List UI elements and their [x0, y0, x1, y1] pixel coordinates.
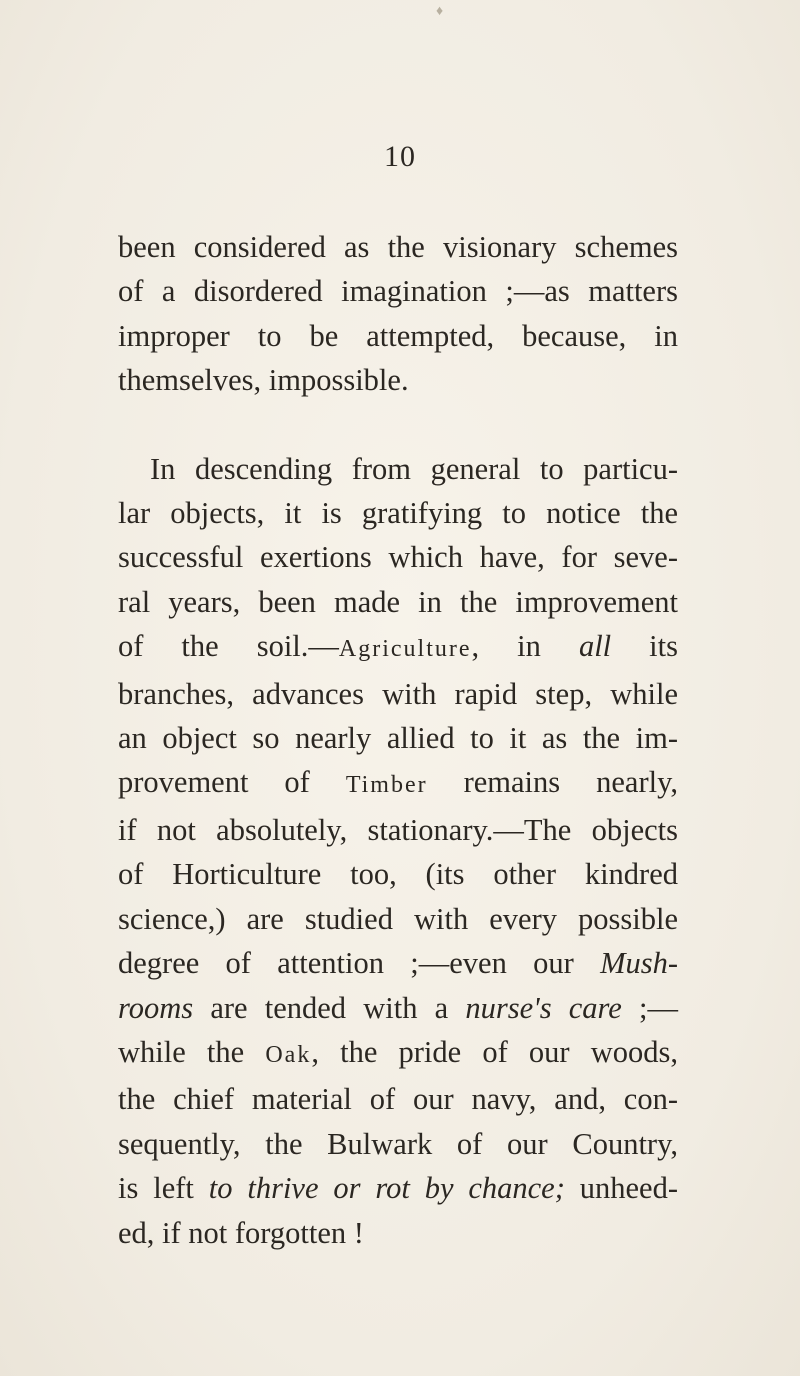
text-line: provement of Timber remains nearly, — [118, 765, 678, 800]
text-line: if not absolutely, stationary.—The objects — [118, 812, 678, 847]
text-line: is left to thrive or rot by chance; unheed- — [118, 1171, 678, 1206]
text-line: of the soil.—Agriculture, in all its — [118, 629, 678, 664]
italic-all: all — [578, 629, 612, 664]
italic-mushrooms: Mush- — [600, 946, 678, 981]
text-line: rooms are tended with a nurse's care ;— — [118, 990, 679, 1025]
italic-rooms: rooms — [118, 990, 194, 1025]
italic-nurses-care: nurse's care — [465, 990, 622, 1025]
text-line: while the Oak, the pride of our woods, — [118, 1034, 678, 1069]
text-line: sequently, the Bulwark of our Country, — [118, 1126, 678, 1161]
small-caps-oak: Oak — [265, 1041, 312, 1068]
text-line: themselves, impossible. — [118, 363, 409, 398]
top-mark: ♦ — [436, 4, 444, 19]
text-line: ral years, been made in the improvement — [118, 584, 678, 619]
text-line: an object so nearly allied to it as the im- — [118, 721, 678, 756]
text-line: the chief material of our navy, and, con- — [118, 1082, 678, 1117]
page-number: 10 — [384, 140, 416, 173]
text-line: been considered as the visionary schemes — [118, 230, 678, 264]
text-line: of a disordered imagination ;—as matters — [118, 274, 678, 309]
text-line: lar objects, it is gratifying to notice the — [118, 496, 678, 531]
text-line: ed, if not forgotten ! — [118, 1215, 364, 1250]
body-text — [118, 225, 678, 1255]
text-line: In descending from general to particu- — [150, 451, 678, 486]
text-line: branches, advances with rapid step, while — [118, 676, 678, 711]
text-line: successful exertions which have, for seve- — [118, 540, 678, 575]
text-line: of Horticulture too, (its other kindred — [118, 857, 678, 892]
small-caps-agriculture: Agriculture — [338, 636, 472, 663]
small-caps-timber: Timber — [345, 772, 428, 799]
text-line: improper to be attempted, because, in — [118, 318, 678, 353]
text-line: degree of attention ;—even our Mush- — [118, 946, 678, 981]
paragraph-gap — [118, 403, 678, 447]
text-line: science,) are studied with every possible — [118, 901, 678, 936]
italic-thrive-or-rot: to thrive or rot by chance; — [208, 1171, 565, 1206]
